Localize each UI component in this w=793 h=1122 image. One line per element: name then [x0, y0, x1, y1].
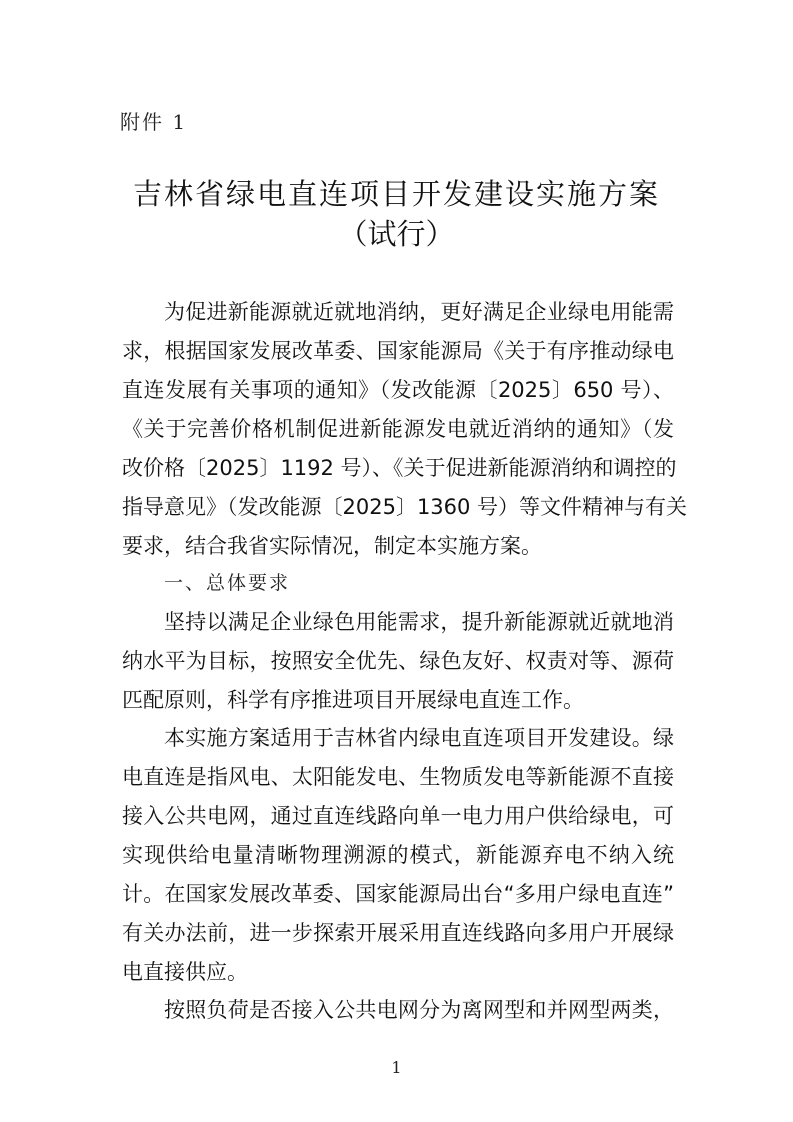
paragraph-line: 本实施方案适用于吉林省内绿电直连项目开发建设。绿: [164, 726, 674, 750]
paragraph-line: 要求，结合我省实际情况，制定本实施方案。: [122, 534, 542, 558]
document-subtitle: （试行）: [338, 217, 455, 251]
paragraph-line: 按照负荷是否接入公共电网分为离网型和并网型两类，: [164, 998, 674, 1022]
paragraph-line: 有关办法前，进一步探索开展采用直连线路向多用户开展绿: [122, 921, 674, 945]
paragraph-line: 计。在国家发展改革委、国家能源局出台“多用户绿电直连”: [122, 882, 674, 906]
paragraph-line: 改价格〔2025〕1192 号）、《关于促进新能源消纳和调控的: [122, 456, 677, 480]
paragraph-line: 坚持以满足企业绿色用能需求，提升新能源就近就地消: [164, 610, 674, 634]
paragraph-line: 实现供给电量清晰物理溯源的模式，新能源弃电不纳入统: [122, 843, 674, 867]
paragraph-line: 指导意见》（发改能源〔2025〕1360 号）等文件精神与有关: [122, 495, 688, 519]
paragraph-line: 匹配原则，科学有序推进项目开展绿电直连工作。: [122, 688, 584, 712]
paragraph-line: 直连发展有关事项的通知》（发改能源〔2025〕650 号）、: [122, 378, 674, 402]
page-number: 1: [391, 1058, 402, 1077]
paragraph-line: 电直接供应。: [122, 960, 248, 984]
paragraph-line: 电直连是指风电、太阳能发电、生物质发电等新能源不直接: [122, 765, 674, 789]
paragraph-line: 接入公共电网，通过直连线路向单一电力用户供给绿电，可: [122, 804, 674, 828]
document-title: 吉林省绿电直连项目开发建设实施方案: [132, 177, 660, 211]
paragraph-line: 纳水平为目标，按照安全优先、绿色友好、权责对等、源荷: [122, 649, 674, 673]
section-heading: 一、总体要求: [164, 572, 291, 594]
paragraph-line: 《关于完善价格机制促进新能源发电就近消纳的通知》（发: [122, 417, 674, 441]
paragraph-line: 求，根据国家发展改革委、国家能源局《关于有序推动绿电: [122, 339, 674, 363]
paragraph-line: 为促进新能源就近就地消纳，更好满足企业绿电用能需: [164, 300, 674, 324]
attachment-label: 附件 1: [120, 110, 188, 134]
